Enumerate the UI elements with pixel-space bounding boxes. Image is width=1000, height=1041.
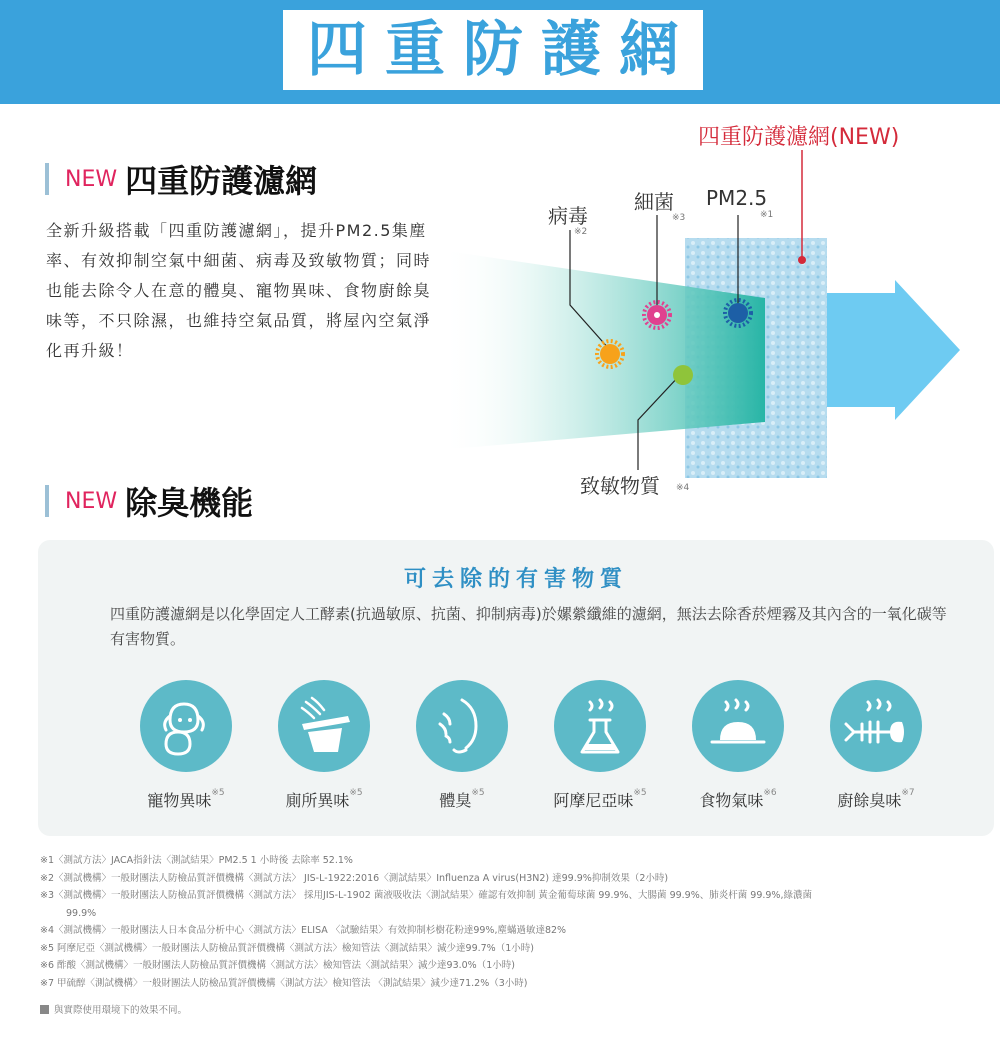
footnote: ※5 阿摩尼亞〈測試機構〉一般財團法人防檢品質評價機構〈測試方法〉檢知管法〈測試結果〉減少達99.7%（1小時) bbox=[40, 942, 534, 954]
filter-diagram-graphic bbox=[440, 110, 1000, 510]
odor-item-label: 廚餘臭味$^{※7}$ bbox=[837, 788, 915, 810]
footnote: 99.9% bbox=[66, 907, 97, 919]
footnotes bbox=[40, 852, 990, 1020]
pm25-note: ※1 bbox=[760, 210, 774, 220]
removable-substances-panel bbox=[38, 540, 994, 836]
odor-item-label: 體臭$^{※5}$ bbox=[439, 788, 485, 810]
new-tag: NEW bbox=[65, 166, 118, 192]
food-icon bbox=[692, 680, 784, 772]
deodor-section-heading bbox=[45, 478, 253, 524]
body-odor-icon bbox=[416, 680, 508, 772]
odor-item-label: 廁所異味$^{※5}$ bbox=[285, 788, 363, 810]
panel-title: 可去除的有害物質 bbox=[403, 567, 628, 592]
page-title: 四重防護網 bbox=[283, 10, 703, 90]
footnote: ※6 酢酸〈測試機構〉一般財團法人防檢品質評價機構〈測試方法〉檢知管法〈測試結果〉減少達93.0%（1小時) bbox=[40, 960, 515, 971]
virus-note: ※2 bbox=[574, 227, 588, 237]
section-title: 四重防護濾網 bbox=[125, 162, 318, 200]
filter-diagram bbox=[440, 110, 1000, 510]
allergen-particle bbox=[673, 365, 693, 385]
footnote: ※2〈測試機構〉一般財團法人防檢品質評價機構〈測試方法〉 JIS-L-1922:2016〈測試結果〉Influenza A virus(H3N2) 達99.9%抑制效果（2小時) bbox=[40, 872, 669, 884]
footnote: ※7 甲硫醇〈測試機構〉一般財團法人防檢品質評價機構〈測試方法〉檢知管法 〈測試結果〉減少達71.2%（3小時) bbox=[40, 977, 528, 989]
odor-item bbox=[530, 680, 670, 811]
allergen-note: ※4 bbox=[676, 483, 690, 493]
footnote: ※3〈測試機構〉一般財團法人防檢品質評價機構〈測試方法〉 採用JIS-L-1902 菌液吸收法〈測試結果〉確認有效抑制 黃金葡萄球菌 99.9%、大腸菌 99.9%、肺炎杆菌 99.9%,綠濃菌 bbox=[40, 890, 812, 901]
odor-item bbox=[392, 680, 532, 811]
section-bar bbox=[45, 485, 49, 517]
odor-item bbox=[806, 680, 946, 811]
odor-item bbox=[668, 680, 808, 811]
bacteria-label: 細菌 bbox=[634, 190, 674, 214]
new-filter-label: 四重防護濾網(NEW) bbox=[698, 125, 900, 150]
airflow-arrow bbox=[820, 280, 960, 420]
section-bar bbox=[45, 163, 49, 195]
square-bullet-icon bbox=[40, 1005, 49, 1014]
header-banner bbox=[0, 0, 1000, 104]
odor-item bbox=[116, 680, 256, 811]
disclaimer bbox=[40, 1002, 990, 1020]
odor-item-label: 阿摩尼亞味$^{※5}$ bbox=[553, 788, 647, 810]
fishbone-icon bbox=[830, 680, 922, 772]
virus-label: 病毒 bbox=[548, 204, 588, 228]
odor-icon-list bbox=[116, 680, 946, 820]
section-title: 除臭機能 bbox=[125, 484, 254, 522]
pm25-label: PM2.5 bbox=[706, 186, 768, 210]
pet-icon bbox=[140, 680, 232, 772]
odor-item-label: 食物氣味$^{※6}$ bbox=[699, 788, 777, 810]
allergen-label: 致敏物質 bbox=[580, 474, 660, 498]
footnote: ※1〈測試方法〉JACA指針法〈測試結果〉PM2.5 1 小時後 去除率 52.1% bbox=[40, 855, 353, 866]
filter-section-heading bbox=[45, 156, 317, 202]
odor-item bbox=[254, 680, 394, 811]
new-filter-marker bbox=[798, 256, 806, 264]
toilet-icon bbox=[278, 680, 370, 772]
flask-icon bbox=[554, 680, 646, 772]
bacteria-note: ※3 bbox=[672, 213, 686, 223]
footnote: ※4〈測試機構〉一般財團法人日本食品分析中心〈測試方法〉ELISA 〈試驗結果〉有效抑制杉樹花粉達99%,塵蟎過敏達82% bbox=[40, 925, 567, 936]
panel-description: 四重防護濾網是以化學固定人工酵素(抗過敏原、抗菌、抑制病毒)於嫘縈纖維的濾網，無法去除香菸煙霧及其內含的一氧化碳等有害物質。 bbox=[110, 605, 947, 648]
odor-item-label: 寵物異味$^{※5}$ bbox=[147, 788, 225, 810]
disclaimer-text: 與實際使用環境下的效果不同。 bbox=[54, 1005, 188, 1016]
filter-intro-text: 全新升級搭載「四重防護濾網」，提升PM2.5集塵率、有效抑制空氣中細菌、病毒及致敏物質；同時也能去除令人在意的體臭、寵物異味、食物廚餘臭味等，不只除濕，也維持空氣品質，將屋內空氣淨化再升級！ bbox=[46, 221, 432, 360]
new-tag: NEW bbox=[65, 488, 118, 514]
